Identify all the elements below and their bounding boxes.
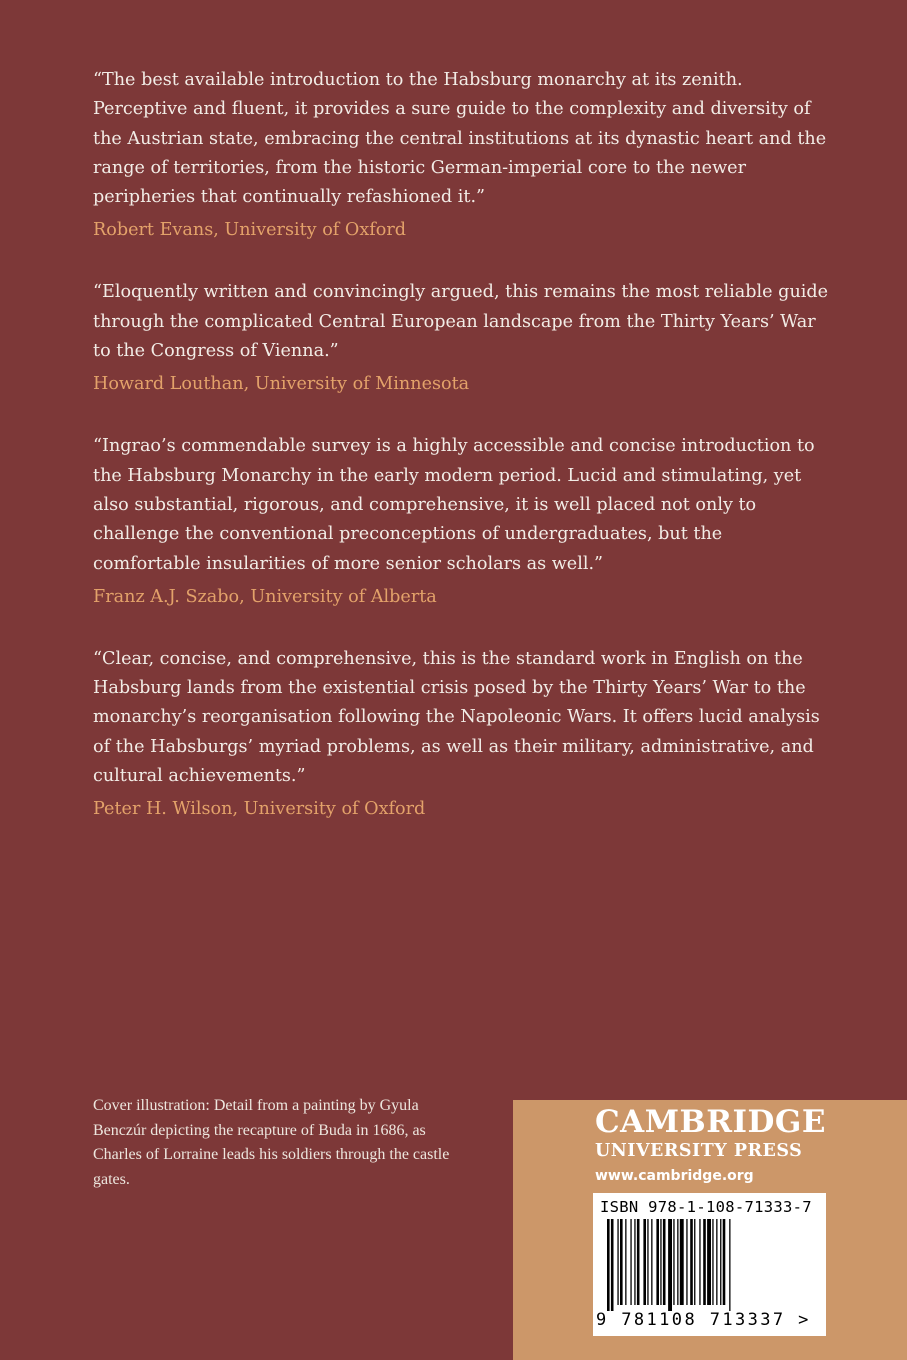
barcode-bar xyxy=(694,1219,695,1305)
barcode-bar xyxy=(625,1219,626,1305)
barcode-bar xyxy=(651,1219,652,1305)
barcode-bar xyxy=(634,1219,635,1305)
barcode-bar xyxy=(723,1219,726,1305)
barcode-bar xyxy=(656,1219,659,1305)
barcode-bar xyxy=(663,1219,666,1305)
quote-text: “Ingrao’s commendable survey is a highly accessible and concise introduction to the Habsburg Monarchy in the early modern period. Lucid and stimulating, yet also substantial, rigorous, and comprehensive, it is well placed not only to challenge the conventional preconceptions of undergraduates, but the comfortable insularities of more senior scholars as well.” xyxy=(93,436,815,574)
barcode-bar xyxy=(680,1219,684,1305)
barcode-bar xyxy=(729,1219,730,1311)
barcode-bar xyxy=(617,1219,618,1305)
barcode-bar xyxy=(703,1219,706,1305)
barcode-bar xyxy=(690,1219,693,1305)
barcode-bars xyxy=(593,1219,826,1314)
quote-text: “The best available introduction to the Habsburg monarchy at its zenith. Perceptive and fluent, it provides a sure guide to the complexity and diversity of the Austrian state, embracing the central institutions at its dynastic heart and the range of territories, from the historic German-imperial core to the newer peripheries that continually refashioned it.” xyxy=(93,70,827,208)
publisher-block xyxy=(513,1100,907,1360)
isbn-barcode xyxy=(593,1193,826,1336)
barcode-bar xyxy=(620,1219,623,1305)
barcode-bar xyxy=(607,1219,610,1311)
quote-text: “Eloquently written and convincingly argued, this remains the most reliable guide through the complicated Central European landscape from the Thirty Years’ War to the Congress of Vienna.” xyxy=(93,282,829,362)
publisher-url[interactable]: www.cambridge.org xyxy=(595,1168,754,1184)
barcode-bar xyxy=(630,1219,631,1305)
endorsements xyxy=(93,66,833,857)
quote-attribution: Peter H. Wilson, University of Oxford xyxy=(93,799,426,820)
barcode-bar xyxy=(611,1219,614,1311)
quote-text: “Clear, concise, and comprehensive, this is the standard work in English on the Habsburg lands from the existential crisis posed by the Thirty Years’ War to the monarchy’s reorganisation following the Napoleonic Wars. It offers lucid analysis of the Habsburgs’ myriad problems, as well as their military, administrative, and cultural achievements.” xyxy=(93,648,820,787)
barcode-bar xyxy=(637,1219,640,1305)
barcode-digits: 9 781108 713337 > xyxy=(596,1310,811,1330)
publisher-press: UNIVERSITY PRESS xyxy=(595,1141,803,1161)
barcode-bar xyxy=(716,1219,717,1305)
quote-attribution: Robert Evans, University of Oxford xyxy=(93,220,407,241)
barcode-bar xyxy=(673,1219,674,1305)
barcode-bar xyxy=(707,1219,711,1305)
endorsement-quote xyxy=(93,432,833,611)
barcode-bar xyxy=(712,1219,713,1305)
endorsement-quote xyxy=(93,66,833,245)
barcode-bar xyxy=(647,1219,648,1305)
cover-illustration-credit: Cover illustration: Detail from a painting by Gyula Benczúr depicting the recapture of Buda in 1686, as Charles of Lorraine leads his soldiers through the castle gates. xyxy=(93,1097,450,1188)
barcode-bar xyxy=(686,1219,687,1305)
quote-attribution: Howard Louthan, University of Minnesota xyxy=(93,374,470,395)
endorsement-quote xyxy=(93,645,833,824)
quote-attribution: Franz A.J. Szabo, University of Alberta xyxy=(93,586,437,607)
barcode-bar xyxy=(660,1219,661,1305)
barcode-bar xyxy=(699,1219,700,1305)
endorsement-quote xyxy=(93,278,833,399)
barcode-bar xyxy=(720,1219,721,1305)
publisher-name: CAMBRIDGE xyxy=(595,1104,826,1140)
barcode-bar xyxy=(668,1219,672,1311)
barcode-bar xyxy=(643,1219,646,1305)
isbn-label: ISBN 978-1-108-71333-7 xyxy=(600,1198,812,1216)
barcode-bar xyxy=(677,1219,678,1305)
